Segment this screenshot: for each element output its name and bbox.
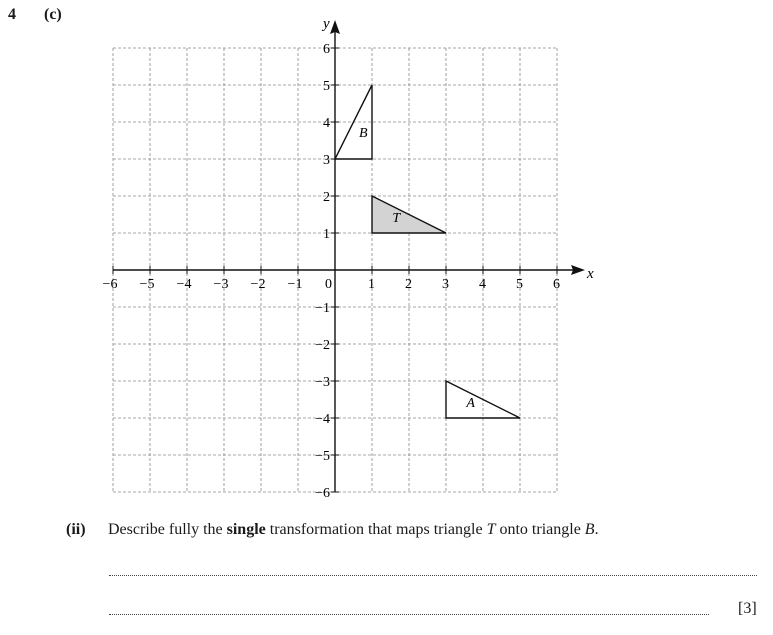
y-tick-label: −5 [315,449,330,464]
y-tick-label: 2 [323,190,330,205]
y-axis-arrowhead [330,20,340,34]
y-tick-label: 6 [323,42,330,57]
x-tick-label: 0 [325,277,332,292]
prompt-italic-b: B [584,521,595,538]
y-tick-label: −4 [315,412,330,427]
question-part: (c) [44,6,62,23]
subquestion [66,521,599,539]
y-tick-label: −3 [315,375,330,390]
x-tick-label: 6 [553,277,560,292]
triangle-t [372,196,446,233]
y-tick-label: 1 [323,227,330,242]
x-tick-label: 1 [368,277,375,292]
triangle-label-a: A [466,395,475,411]
y-tick-label: −1 [315,301,330,316]
answer-line-2[interactable] [109,614,709,615]
triangle-a [446,381,520,418]
x-tick-label: 3 [442,277,449,292]
x-tick-label: −6 [102,277,118,292]
x-tick-label: −2 [250,277,266,292]
x-tick-label: 5 [516,277,523,292]
prompt-text-2: transformation that maps triangle [265,521,487,538]
y-tick-label: 4 [323,116,330,131]
x-axis-label: x [587,266,594,282]
triangle-label-t: T [392,210,401,226]
prompt-text-3: onto triangle [495,521,585,538]
prompt-bold-single: single [226,521,266,538]
subquestion-number: (ii) [66,521,86,538]
y-tick-label: 3 [323,153,330,168]
y-tick-label: −6 [315,486,330,501]
y-tick-label: −2 [315,338,330,353]
marks-label: [3] [738,600,757,617]
x-tick-label: 2 [405,277,412,292]
prompt-text-4: . [594,521,599,538]
question-number: 4 [8,6,16,23]
prompt-italic-t: T [486,521,496,538]
y-axis-label: y [323,16,330,32]
x-tick-label: −3 [213,277,229,292]
y-tick-label: 5 [323,79,330,94]
x-tick-label: −5 [139,277,155,292]
x-axis-arrowhead [571,265,585,275]
x-tick-label: 4 [479,277,486,292]
answer-line-1[interactable] [109,575,757,576]
triangle-label-b: B [359,125,368,141]
prompt-text-1: Describe fully the [108,521,227,538]
x-tick-label: −1 [287,277,303,292]
x-tick-label: −4 [176,277,192,292]
